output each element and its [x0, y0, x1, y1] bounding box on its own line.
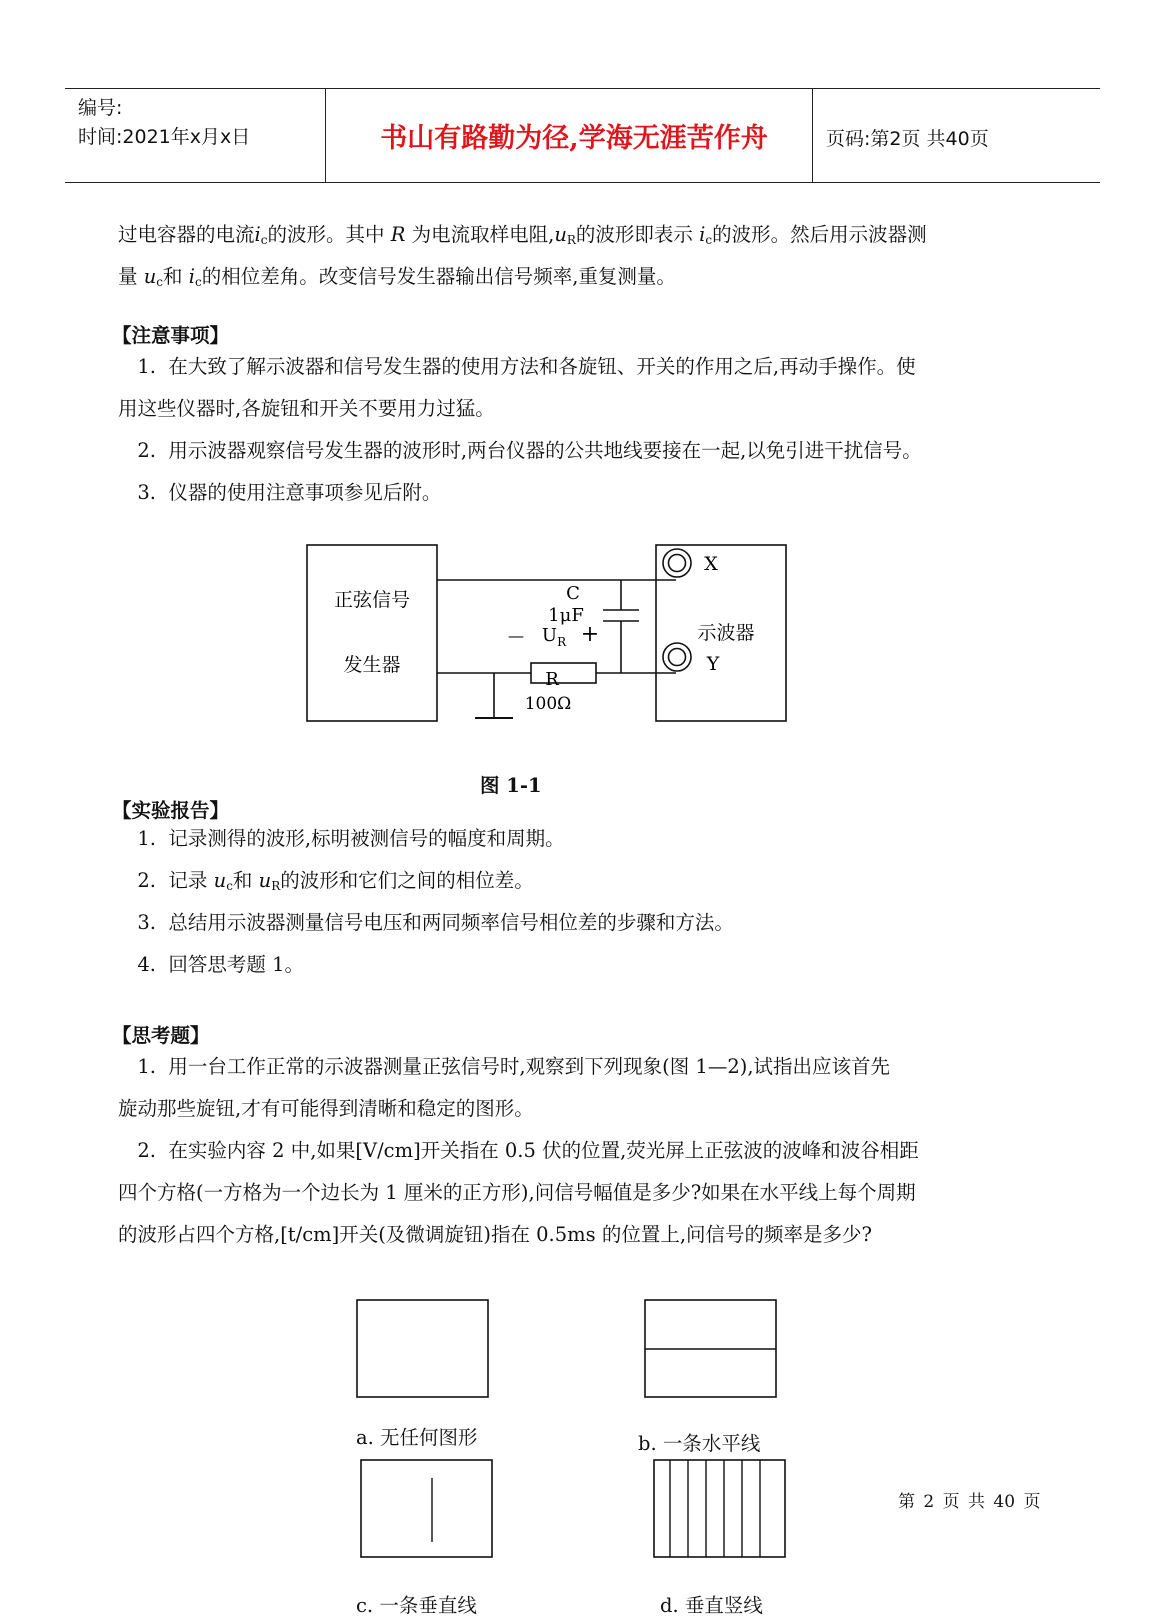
- header-divider-left: [325, 88, 326, 182]
- generator-label-1: 正弦信号: [333, 589, 411, 611]
- note-item-1-cont: 用这些仪器时,各旋钮和开关不要用力过猛。: [118, 397, 495, 420]
- ur-minus: —: [508, 626, 524, 645]
- question-1-cont: 旋动那些旋钮,才有可能得到清晰和稳定的图形。: [118, 1097, 534, 1120]
- page-info: 页码:第2页 共40页: [826, 128, 989, 150]
- note-item-1: 1. 在大致了解示波器和信号发生器的使用方法和各旋钮、开关的作用之后,再动手操作。使: [137, 355, 916, 378]
- resistor-symbol: [531, 663, 596, 683]
- capacitor-label: C: [566, 583, 580, 604]
- report-item-3: 3. 总结用示波器测量信号电压和两同频率信号相位差的步骤和方法。: [137, 911, 734, 934]
- ur-label: $U_R$: [541, 625, 567, 649]
- time-label: 时间:2021年x月x日: [78, 126, 251, 148]
- question-2-cont-2: 的波形占四个方格,[t/cm]开关(及微调旋钮)指在 0.5ms 的位置上,问信号的频率是多少?: [118, 1223, 873, 1246]
- panel-c-caption: c. 一条垂直线: [356, 1594, 477, 1617]
- panel-b-caption: b. 一条水平线: [638, 1432, 761, 1455]
- question-2: 2. 在实验内容 2 中,如果[V/cm]开关指在 0.5 伏的位置,荧光屏上正弦波的波峰和波谷相距: [137, 1139, 919, 1162]
- x-terminal-icon: [663, 549, 691, 577]
- header-bottom-rule: [65, 182, 1100, 183]
- y-terminal-label: Y: [706, 653, 720, 675]
- panel-a-caption: a. 无任何图形: [356, 1426, 478, 1449]
- report-item-2: 2. 记录 $u_c$和 $u_R$的波形和它们之间的相位差。: [137, 869, 534, 893]
- y-terminal-inner-icon: [669, 649, 686, 666]
- note-item-2: 2. 用示波器观察信号发生器的波形时,两台仪器的公共地线要接在一起,以免引进干扰信号。: [137, 439, 922, 462]
- notes-heading: 【注意事项】: [112, 324, 230, 347]
- intro-line-2: 量 $u_c$和 $i_c$的相位差角。改变信号发生器输出信号频率,重复测量。: [118, 265, 676, 289]
- circuit-diagram: [290, 535, 800, 735]
- intro-line-1: 过电容器的电流$i_c$的波形。其中 R 为电流取样电阻$,u_R$的波形即表示 $i_c$的波形。然后用示波器测: [118, 223, 927, 247]
- capacitor-value: 1μF: [548, 605, 584, 626]
- report-item-4: 4. 回答思考题 1。: [137, 953, 305, 976]
- header-motto: 书山有路勤为径,学海无涯苦作舟: [380, 123, 768, 154]
- oscilloscope-label: 示波器: [697, 622, 755, 644]
- question-2-cont-1: 四个方格(一方格为一个边长为 1 厘米的正方形),问信号幅值是多少?如果在水平线上每个周期: [118, 1181, 916, 1204]
- figure-caption: 图 1-1: [480, 774, 542, 797]
- generator-label-2: 发生器: [343, 654, 401, 676]
- report-item-1: 1. 记录测得的波形,标明被测信号的幅度和周期。: [137, 827, 565, 850]
- page-footer: 第 2 页 共 40 页: [898, 1492, 1041, 1512]
- questions-heading: 【思考题】: [112, 1024, 210, 1047]
- x-terminal-inner-icon: [669, 555, 686, 572]
- panel-d-caption: d. 垂直竖线: [660, 1594, 763, 1617]
- panel-c-screen: [361, 1460, 492, 1557]
- ur-plus: +: [580, 622, 600, 647]
- generator-box: [307, 545, 437, 721]
- y-terminal-icon: [663, 643, 691, 671]
- panel-d-screen: [654, 1460, 785, 1557]
- header-top-rule: [65, 88, 1100, 89]
- x-terminal-label: X: [704, 553, 718, 575]
- serial-label: 编号:: [78, 97, 123, 119]
- note-item-3: 3. 仪器的使用注意事项参见后附。: [137, 481, 442, 504]
- question-1: 1. 用一台工作正常的示波器测量正弦信号时,观察到下列现象(图 1—2),试指出应该首先: [137, 1055, 891, 1078]
- resistor-value: 100Ω: [524, 694, 572, 714]
- resistor-label: R: [545, 669, 559, 690]
- panel-a-screen: [357, 1300, 488, 1397]
- report-heading: 【实验报告】: [112, 799, 230, 822]
